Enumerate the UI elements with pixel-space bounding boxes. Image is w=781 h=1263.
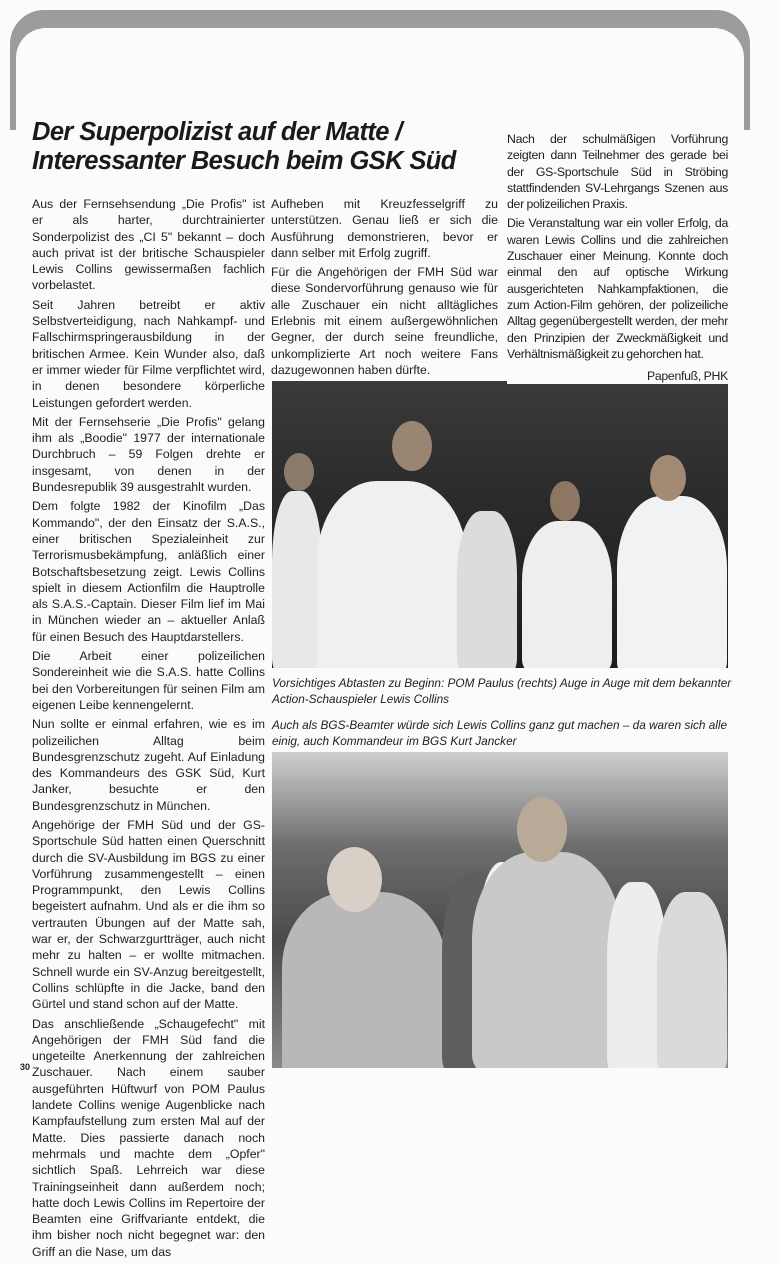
paragraph: Angehörige der FMH Süd und der GS-Sportschule Süd hatten einen Querschnitt durch die SV-Ausbildung im BGS zu einer Vorführung zusammengestellt – einen Programmpunkt, den Lewis Collins begeistert aufnahm. Und als er die ihm so vertrauten Übungen auf der Matte sah, war er, der Schwarzgurtträger, auch nicht mehr zu halten – er wollte mitmachen. Schnell wurde ein SV-Anzug bereitgestellt, Collins schlüpfte in die Jacke, band den Gürtel und stand schon auf der Matte. (32, 817, 265, 1012)
paragraph: Die Veranstaltung war ein voller Erfolg, da waren Lewis Collins und die zahlreichen Zuschauer einer Meinung. Konnte doch einmal den auf optische Wirkung ausgerichteten Nahkampfaktionen, die zum Action-Film gehören, der polizeiliche Alltag gegenübergestellt werden, der mehr den Prinzipien der Zweckmäßigkeit und Verhältnismäßigkeit zu gehorchen hat. (507, 216, 728, 361)
paragraph: Für die Angehörigen der FMH Süd war diese Sondervorführung genauso wie für alle Zuschauer ein nicht alltägliches Erlebnis mit einem außergewöhnlichen Gegner, der durch seine freundliche, unkomplizierte Art noch weitere Fans dazugewonnen haben dürfte. (271, 265, 498, 377)
paragraph: Seit Jahren betreibt er aktiv Selbstverteidigung, nach Nahkampf- und Fallschirmspringerausbildung in der britischen Armee. Kein Wunder also, daß er immer wieder für Filme verpflichtet wird, in denen besondere körperliche Leistungen gefordert werden. (32, 297, 265, 410)
photo-training-mat (272, 381, 728, 668)
paragraph: Aus der Fernsehsendung „Die Profis" ist er als harter, durchtrainierter Sonderpolizist des „CI 5" bekannt – doch auch privat ist der britische Schauspieler Lewis Collins gewissermaßen fachlich vorbelastet. (32, 197, 265, 293)
page-number: 30 (20, 1062, 31, 1072)
photo-caption-1: Vorsichtiges Abtasten zu Beginn: POM Paulus (rechts) Auge in Auge mit dem bekannter Action-Schauspieler Lewis Collins (272, 676, 732, 706)
paragraph: Mit der Fernsehserie „Die Profis" gelang ihm als „Boodie" 1977 der internationale Durchbruch – 59 Folgen drehte er insgesamt, von denen in der Bundesrepublik 39 ausgestrahlt wurden. (32, 414, 265, 495)
title-line-1: Der Superpolizist auf der Matte / (32, 118, 402, 146)
middle-column (271, 196, 498, 381)
photo-group-outdoor (272, 752, 728, 1068)
paragraph: Nach der schulmäßigen Vorführung zeigten dann Teilnehmer des gerade bei der GS-Sportschule Süd in Ströbing stattfindenden SV-Lehrgangs Szenen aus der polizeilichen Praxis. (507, 132, 728, 212)
paragraph: Aufheben mit Kreuzfesselgriff zu unterstützen. Genau ließ er sich die Ausführung demonstrieren, bevor er dann selber mit Erfolg zugriff. (271, 197, 498, 260)
article-title (32, 118, 492, 176)
left-column (32, 196, 265, 1263)
paragraph: Das anschließende „Schaugefecht" mit Angehörigen der FMH Süd fand die ungeteilte Anerkennung der zahlreichen Zuschauer. Nach einem sauber ausgeführten Hüftwurf von POM Paulus landete Collins wenige Augenblicke nach Kampfaufstellung zum ersten Mal auf der Matte. Dies passierte danach noch mehrmals und machte dem „Opfer" sichtlich Spaß. Lehrreich war diese Trainingseinheit dann außerdem noch; hatte doch Lewis Collins im Repertoire der Beamten eine Griffvariante entdekt, die ihm bisher noch nicht begegnet war: den Griff an die Nase, um das (32, 1016, 265, 1259)
photo-caption-2: Auch als BGS-Beamter würde sich Lewis Collins ganz gut machen – da waren sich alle einig, auch Kommandeur im BGS Kurt Jancker (272, 718, 728, 748)
paragraph: Dem folgte 1982 der Kinofilm „Das Kommando", der den Einsatz der S.A.S., einer britischen Spezialeinheit zur Terrorismusbekämpfung, anläßlich einer Botschaftsbesetzung zeigt. Lewis Collins spielt in diesem Actionfilm die Hauptrolle als S.A.S.-Captain. Dieser Film lief im Mai in München wieder an – aktueller Anlaß für einen Besuch des Hauptdarstellers. (32, 499, 265, 644)
paragraph: Die Arbeit einer polizeilichen Sondereinheit wie die S.A.S. hatte Collins bei den Vorbereitungen für seinen Film am eigenen Leibe kennengelernt. (32, 649, 265, 712)
paragraph: Nun sollte er einmal erfahren, wie es im polizeilichen Alltag beim Bundesgrenzschutz zugeht. Auf Einladung des Kommandeurs des GSK Süd, Kurt Janker, besuchte er den Bundesgrenzschutz in München. (32, 717, 265, 813)
author-signature: Papenfuß, PHK (507, 368, 728, 384)
right-column (507, 131, 728, 387)
title-line-2: Interessanter Besuch beim GSK Süd (32, 147, 456, 175)
